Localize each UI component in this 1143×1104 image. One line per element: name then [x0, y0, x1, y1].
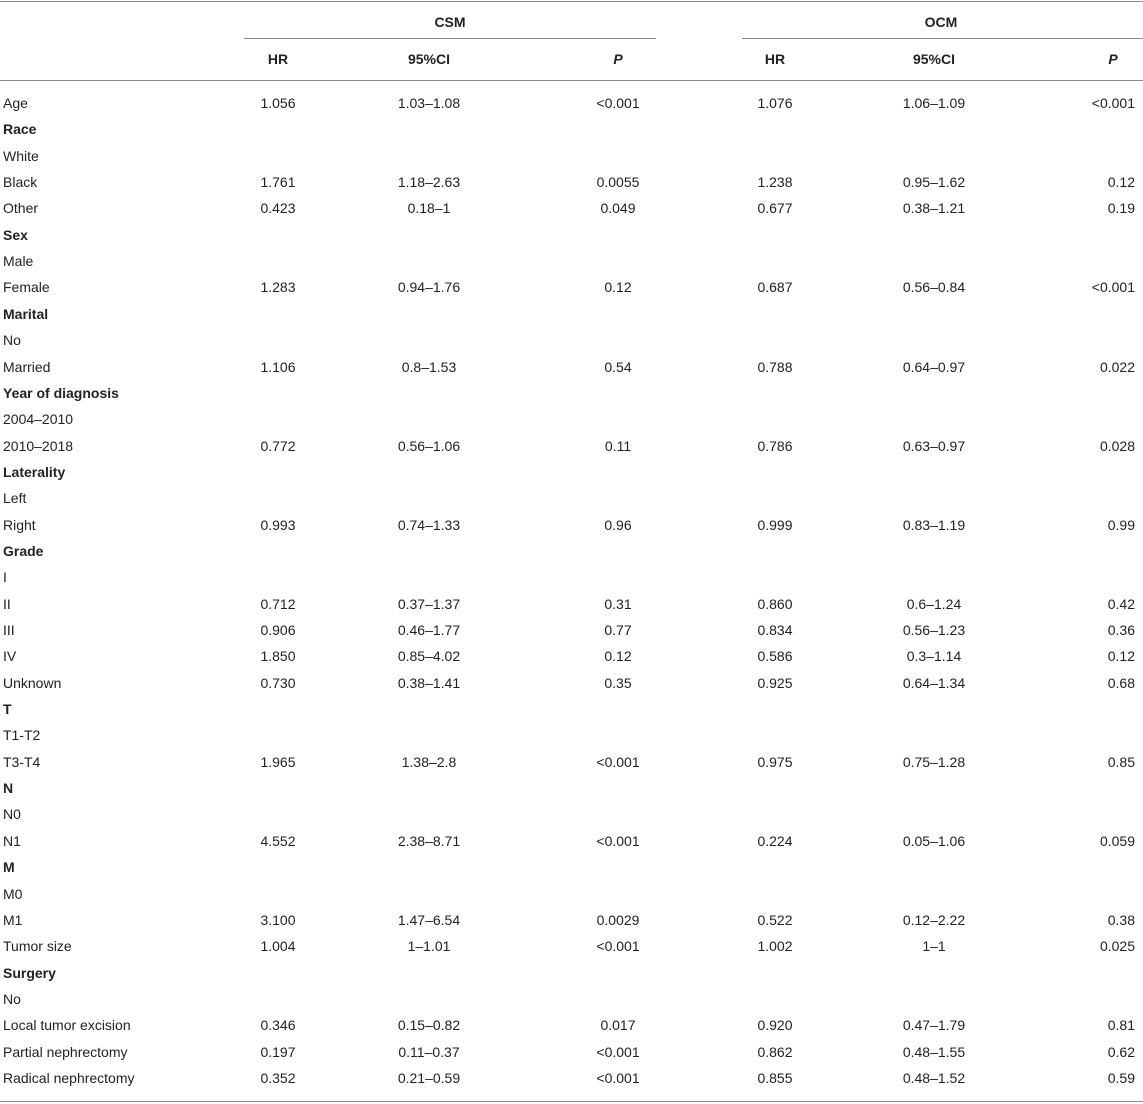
row-group-label: T: [3, 701, 12, 717]
table-cell-csm-ci: 1.47–6.54: [397, 912, 461, 928]
table-bottom-rule: [0, 1101, 1143, 1102]
table-cell-ocm-p: 0.68: [1107, 675, 1135, 691]
table-cell-csm-ci: 0.8–1.53: [401, 359, 457, 375]
table-cell-ocm-hr: 0.788: [757, 359, 793, 375]
table-cell-csm-ci: 0.56–1.06: [397, 438, 461, 454]
table-cell-ocm-ci: 0.56–1.23: [902, 622, 966, 638]
table-cell-csm-hr: 0.197: [260, 1044, 296, 1060]
table-cell-csm-p: <0.001: [596, 754, 640, 770]
row-group-label: Race: [3, 121, 37, 137]
table-cell-csm-p: 0.96: [604, 517, 632, 533]
table-cell-ocm-ci: 0.3–1.14: [906, 648, 962, 664]
row-label: Tumor size: [3, 938, 72, 954]
table-cell-ocm-hr: 0.925: [757, 675, 793, 691]
table-cell-csm-p: <0.001: [596, 1070, 640, 1086]
row-label: T3-T4: [3, 754, 41, 770]
table-cell-csm-hr: 3.100: [260, 912, 296, 928]
table-cell-ocm-hr: 0.920: [757, 1017, 793, 1033]
row-group-label: M: [3, 859, 15, 875]
row-group-label: Laterality: [3, 464, 66, 480]
table-cell-ocm-p: <0.001: [1091, 279, 1135, 295]
table-cell-csm-hr: 1.850: [260, 648, 296, 664]
table-cell-ocm-hr: 1.076: [757, 95, 793, 111]
row-label: III: [3, 622, 15, 638]
table-cell-csm-ci: 0.15–0.82: [397, 1017, 461, 1033]
table-cell-ocm-p: 0.022: [1099, 359, 1135, 375]
table-cell-ocm-p: 0.025: [1099, 938, 1135, 954]
row-label: White: [3, 148, 39, 164]
table-cell-ocm-ci: 0.48–1.55: [902, 1044, 966, 1060]
table-cell-ocm-ci: 0.6–1.24: [906, 596, 962, 612]
table-cell-csm-hr: 1.106: [260, 359, 296, 375]
table-cell-ocm-p: 0.99: [1107, 517, 1135, 533]
row-label: Unknown: [3, 675, 62, 691]
column-header-csm-ci: 95%CI: [407, 51, 451, 67]
table-cell-csm-hr: 0.772: [260, 438, 296, 454]
row-label: Male: [3, 253, 34, 269]
table-cell-ocm-hr: 0.860: [757, 596, 793, 612]
table-cell-ocm-p: 0.36: [1107, 622, 1135, 638]
row-label: M0: [3, 886, 23, 902]
table-cell-ocm-hr: 0.586: [757, 648, 793, 664]
table-cell-csm-ci: 0.46–1.77: [397, 622, 461, 638]
row-label: N0: [3, 806, 21, 822]
table-cell-ocm-hr: 0.687: [757, 279, 793, 295]
table-cell-csm-hr: 0.352: [260, 1070, 296, 1086]
table-cell-ocm-p: 0.12: [1107, 648, 1135, 664]
table-cell-ocm-ci: 1.06–1.09: [902, 95, 966, 111]
row-label: II: [3, 596, 11, 612]
table-cell-ocm-p: 0.81: [1107, 1017, 1135, 1033]
table-cell-csm-p: <0.001: [596, 1044, 640, 1060]
table-cell-ocm-p: 0.19: [1107, 200, 1135, 216]
table-cell-ocm-p: 0.42: [1107, 596, 1135, 612]
table-cell-ocm-hr: 0.862: [757, 1044, 793, 1060]
table-cell-ocm-p: 0.59: [1107, 1070, 1135, 1086]
table-cell-ocm-hr: 1.238: [757, 174, 793, 190]
table-cell-ocm-p: 0.85: [1107, 754, 1135, 770]
table-cell-ocm-p: 0.38: [1107, 912, 1135, 928]
table-cell-csm-ci: 0.85–4.02: [397, 648, 461, 664]
table-cell-csm-p: 0.12: [604, 279, 632, 295]
row-label: N1: [3, 833, 21, 849]
table-cell-csm-p: <0.001: [596, 833, 640, 849]
row-label: Radical nephrectomy: [3, 1070, 135, 1086]
table-cell-csm-ci: 1–1.01: [407, 938, 451, 954]
table-cell-csm-hr: 1.004: [260, 938, 296, 954]
table-top-rule: [0, 1, 1143, 2]
table-cell-ocm-hr: 0.786: [757, 438, 793, 454]
table-cell-ocm-ci: 0.63–0.97: [902, 438, 966, 454]
table-cell-csm-ci: 0.21–0.59: [397, 1070, 461, 1086]
table-cell-csm-hr: 1.056: [260, 95, 296, 111]
table-cell-csm-p: 0.77: [604, 622, 632, 638]
row-label: 2004–2010: [3, 411, 74, 427]
table-cell-csm-p: 0.31: [604, 596, 632, 612]
row-label: Married: [3, 359, 51, 375]
table-cell-csm-hr: 0.730: [260, 675, 296, 691]
table-cell-ocm-ci: 0.83–1.19: [902, 517, 966, 533]
table-cell-csm-hr: 1.761: [260, 174, 296, 190]
group-rule-ocm: [742, 38, 1143, 39]
table-cell-ocm-ci: 0.75–1.28: [902, 754, 966, 770]
table-cell-csm-p: 0.35: [604, 675, 632, 691]
group-rule-csm: [244, 38, 656, 39]
group-header-csm: CSM: [434, 14, 466, 30]
row-group-label: Sex: [3, 227, 28, 243]
row-label: 2010–2018: [3, 438, 74, 454]
table-cell-csm-p: 0.0029: [596, 912, 640, 928]
table-cell-csm-p: 0.54: [604, 359, 632, 375]
table-cell-csm-p: 0.0055: [596, 174, 640, 190]
table-cell-csm-hr: 0.423: [260, 200, 296, 216]
row-label: IV: [3, 648, 17, 664]
group-header-ocm: OCM: [924, 14, 958, 30]
table-cell-ocm-hr: 0.677: [757, 200, 793, 216]
table-cell-ocm-hr: 0.999: [757, 517, 793, 533]
table-cell-csm-ci: 0.11–0.37: [398, 1044, 460, 1060]
table-cell-ocm-ci: 0.64–0.97: [902, 359, 966, 375]
column-header-ocm-p: P: [1108, 51, 1118, 67]
row-label: Age: [3, 95, 28, 111]
table-cell-ocm-p: 0.028: [1099, 438, 1135, 454]
table-cell-csm-p: <0.001: [596, 938, 640, 954]
table-cell-csm-ci: 0.74–1.33: [397, 517, 461, 533]
row-label: Right: [3, 517, 36, 533]
header-bottom-rule: [0, 80, 1143, 81]
table-cell-ocm-p: 0.059: [1099, 833, 1135, 849]
table-cell-csm-ci: 0.94–1.76: [397, 279, 461, 295]
table-cell-ocm-ci: 0.48–1.52: [902, 1070, 966, 1086]
row-label: Female: [3, 279, 50, 295]
table-cell-csm-ci: 0.37–1.37: [397, 596, 461, 612]
row-label: I: [3, 569, 7, 585]
table-cell-ocm-ci: 0.12–2.22: [902, 912, 966, 928]
table-cell-csm-hr: 0.993: [260, 517, 296, 533]
row-label: Partial nephrectomy: [3, 1044, 128, 1060]
row-label: Other: [3, 200, 39, 216]
row-label: M1: [3, 912, 23, 928]
table-cell-csm-p: 0.017: [600, 1017, 636, 1033]
table-cell-ocm-hr: 0.855: [757, 1070, 793, 1086]
table-cell-csm-ci: 0.18–1: [407, 200, 451, 216]
table-cell-csm-p: 0.12: [604, 648, 632, 664]
row-group-label: Year of diagnosis: [3, 385, 119, 401]
table-cell-csm-hr: 4.552: [260, 833, 296, 849]
column-header-csm-p: P: [613, 51, 623, 67]
table-cell-ocm-p: 0.62: [1107, 1044, 1135, 1060]
row-label: Black: [3, 174, 38, 190]
table-cell-ocm-hr: 0.224: [757, 833, 793, 849]
table-cell-ocm-ci: 0.56–0.84: [902, 279, 966, 295]
table-cell-ocm-ci: 0.95–1.62: [902, 174, 966, 190]
table-cell-ocm-p: 0.12: [1107, 174, 1135, 190]
column-header-csm-hr: HR: [267, 51, 289, 67]
column-header-ocm-hr: HR: [764, 51, 786, 67]
table-cell-csm-p: <0.001: [596, 95, 640, 111]
table-cell-ocm-ci: 1–1: [922, 938, 946, 954]
table-cell-ocm-hr: 0.834: [757, 622, 793, 638]
row-label: No: [3, 332, 21, 348]
row-group-label: Grade: [3, 543, 44, 559]
table-cell-csm-hr: 1.965: [260, 754, 296, 770]
table-cell-ocm-hr: 0.522: [757, 912, 793, 928]
table-cell-csm-hr: 1.283: [260, 279, 296, 295]
table-cell-ocm-hr: 0.975: [757, 754, 793, 770]
table-cell-csm-hr: 0.712: [260, 596, 296, 612]
table-cell-ocm-hr: 1.002: [757, 938, 793, 954]
table-cell-ocm-ci: 0.64–1.34: [902, 675, 966, 691]
row-group-label: N: [3, 780, 14, 796]
row-label: No: [3, 991, 21, 1007]
table-cell-csm-hr: 0.906: [260, 622, 296, 638]
table-cell-csm-ci: 0.38–1.41: [397, 675, 461, 691]
table-cell-ocm-ci: 0.38–1.21: [902, 200, 966, 216]
table-cell-csm-p: 0.049: [600, 200, 636, 216]
table-cell-csm-hr: 0.346: [260, 1017, 296, 1033]
table-cell-csm-ci: 1.38–2.8: [401, 754, 457, 770]
row-group-label: Surgery: [3, 965, 56, 981]
table-cell-csm-ci: 2.38–8.71: [397, 833, 461, 849]
row-label: Left: [3, 490, 27, 506]
row-label: Local tumor excision: [3, 1017, 131, 1033]
column-header-ocm-ci: 95%CI: [912, 51, 956, 67]
table-cell-ocm-ci: 0.47–1.79: [902, 1017, 966, 1033]
row-label: T1-T2: [3, 727, 41, 743]
table-cell-csm-ci: 1.03–1.08: [397, 95, 461, 111]
table-cell-ocm-ci: 0.05–1.06: [902, 833, 966, 849]
table-cell-csm-p: 0.11: [604, 438, 632, 454]
table-cell-csm-ci: 1.18–2.63: [397, 174, 461, 190]
table-cell-ocm-p: <0.001: [1091, 95, 1135, 111]
row-group-label: Marital: [3, 306, 49, 322]
